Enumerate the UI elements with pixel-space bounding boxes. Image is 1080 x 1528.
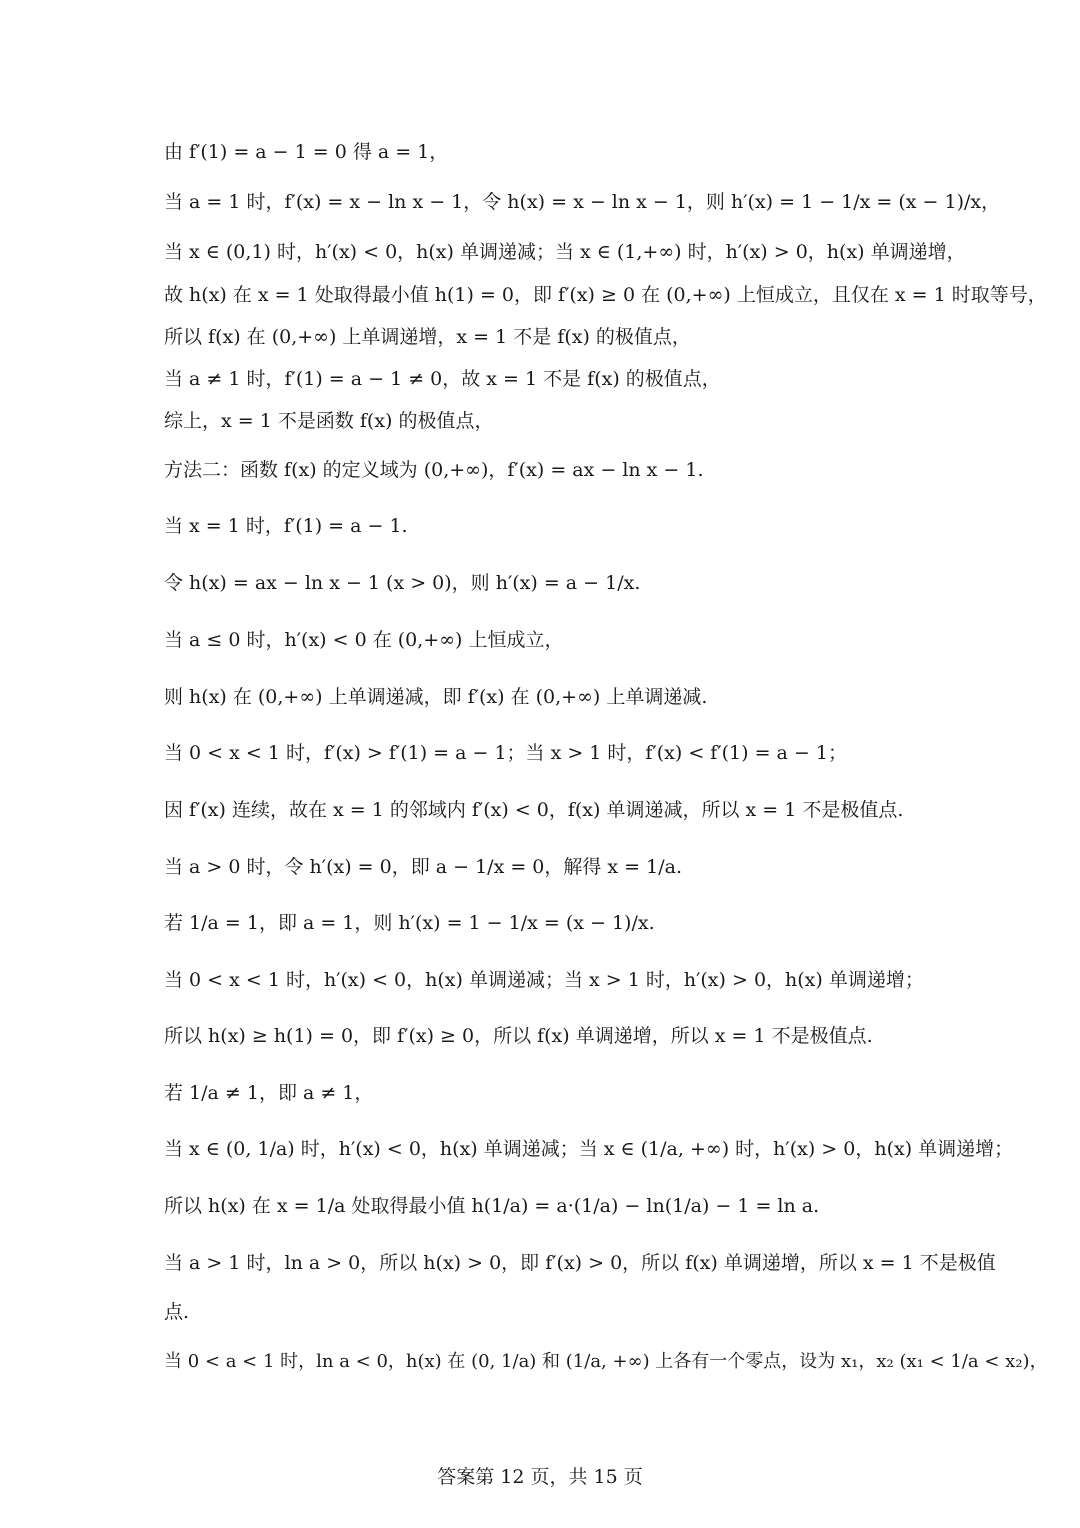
text-line-19: 若 1/a ≠ 1，即 a ≠ 1， [164, 1082, 374, 1104]
text-line-23: 点. [164, 1301, 190, 1323]
text-line-11: 当 a ≤ 0 时，h′(x) < 0 在 (0,+∞) 上恒成立， [164, 629, 564, 651]
text-line-7: 综上，x = 1 不是函数 f(x) 的极值点， [164, 410, 494, 432]
text-line-10: 令 h(x) = ax − ln x − 1 (x > 0)，则 h′(x) = a − 1/x. [164, 572, 641, 594]
text-line-4: 故 h(x) 在 x = 1 处取得最小值 h(1) = 0，即 f′(x) ≥ 0 在 (0,+∞) 上恒成立，且仅在 x = 1 时取等号， [164, 284, 1047, 306]
text-line-3: 当 x ∈ (0,1) 时，h′(x) < 0，h(x) 单调递减；当 x ∈ (1,+∞) 时，h′(x) > 0，h(x) 单调递增， [164, 241, 966, 263]
text-line-5: 所以 f(x) 在 (0,+∞) 上单调递增，x = 1 不是 f(x) 的极值点， [164, 326, 691, 348]
text-line-20: 当 x ∈ (0, 1/a) 时，h′(x) < 0，h(x) 单调递减；当 x ∈ (1/a, +∞) 时，h′(x) > 0，h(x) 单调递增； [164, 1138, 1014, 1160]
text-line-12: 则 h(x) 在 (0,+∞) 上单调递减，即 f′(x) 在 (0,+∞) 上单调递减. [164, 686, 708, 708]
text-line-22: 当 a > 1 时，ln a > 0，所以 h(x) > 0，即 f′(x) > 0，所以 f(x) 单调递增，所以 x = 1 不是极值 [164, 1252, 996, 1274]
text-line-17: 当 0 < x < 1 时，h′(x) < 0，h(x) 单调递减；当 x > 1 时，h′(x) > 0，h(x) 单调递增； [164, 969, 924, 991]
text-line-13: 当 0 < x < 1 时，f′(x) > f′(1) = a − 1；当 x > 1 时，f′(x) < f′(1) = a − 1； [164, 742, 847, 764]
text-line-24: 当 0 < a < 1 时，ln a < 0，h(x) 在 (0, 1/a) 和 (1/a, +∞) 上各有一个零点，设为 x₁，x₂ (x₁ < 1/a < x₂)， [164, 1351, 1048, 1372]
text-line-16: 若 1/a = 1，即 a = 1，则 h′(x) = 1 − 1/x = (x − 1)/x. [164, 912, 655, 934]
text-line-8: 方法二：函数 f(x) 的定义域为 (0,+∞)，f′(x) = ax − ln x − 1. [164, 459, 704, 481]
text-line-1: 由 f′(1) = a − 1 = 0 得 a = 1， [164, 141, 449, 163]
text-line-18: 所以 h(x) ≥ h(1) = 0，即 f′(x) ≥ 0，所以 f(x) 单调递增，所以 x = 1 不是极值点. [164, 1025, 873, 1047]
text-line-6: 当 a ≠ 1 时，f′(1) = a − 1 ≠ 0，故 x = 1 不是 f(x) 的极值点， [164, 368, 721, 390]
text-line-14: 因 f′(x) 连续，故在 x = 1 的邻域内 f′(x) < 0，f(x) 单调递减，所以 x = 1 不是极值点. [164, 799, 904, 821]
text-line-21: 所以 h(x) 在 x = 1/a 处取得最小值 h(1/a) = a·(1/a) − ln(1/a) − 1 = ln a. [164, 1195, 820, 1217]
text-line-9: 当 x = 1 时，f′(1) = a − 1. [164, 515, 408, 537]
page-footer: 答案第 12 页，共 15 页 [437, 1466, 643, 1488]
text-line-15: 当 a > 0 时，令 h′(x) = 0，即 a − 1/x = 0，解得 x = 1/a. [164, 856, 682, 878]
text-line-2: 当 a = 1 时，f′(x) = x − ln x − 1，令 h(x) = x − ln x − 1，则 h′(x) = 1 − 1/x = (x − 1)/x， [164, 191, 1001, 213]
